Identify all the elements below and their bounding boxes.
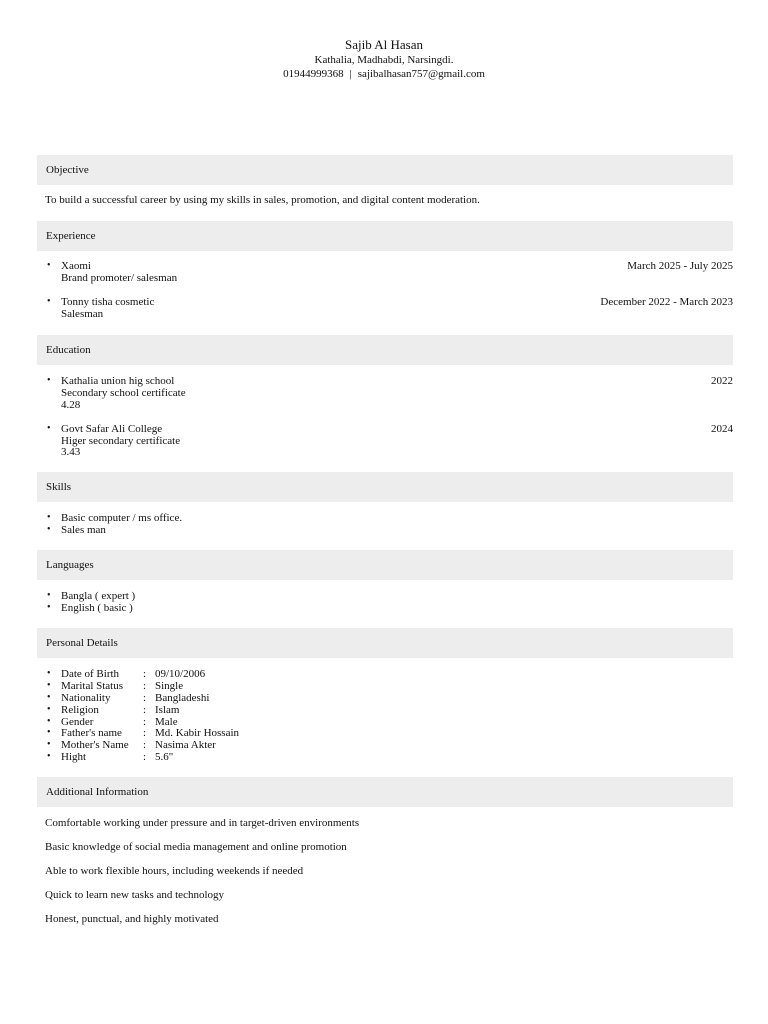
language-item: • Bangla ( expert ) bbox=[45, 591, 733, 603]
detail-colon: : bbox=[143, 703, 147, 716]
detail-value: Nasima Akter bbox=[155, 739, 216, 752]
skill-item: • Sales man bbox=[45, 525, 733, 537]
section-header-objective: Objective bbox=[37, 155, 733, 185]
detail-value: Male bbox=[155, 715, 178, 728]
phone-number: 01944999368 bbox=[283, 67, 344, 80]
languages-list bbox=[45, 591, 733, 615]
section-header-education: Education bbox=[37, 335, 733, 365]
section-header-personal-details: Personal Details bbox=[37, 628, 733, 658]
detail-value: Single bbox=[155, 679, 184, 692]
personal-detail-row bbox=[45, 669, 733, 681]
job-role: Salesman bbox=[61, 307, 104, 320]
detail-label: • Date of Birth bbox=[61, 668, 120, 680]
detail-label: • Hight bbox=[61, 751, 87, 764]
detail-label: • Mother's Name bbox=[61, 739, 129, 752]
additional-info-item: Honest, punctual, and highly motivated bbox=[45, 912, 219, 925]
gpa-result: 4.28 bbox=[61, 398, 81, 411]
education-list bbox=[45, 376, 733, 471]
detail-colon: : bbox=[143, 715, 147, 728]
company-name: • Tonny tisha cosmetic bbox=[61, 295, 155, 308]
detail-value: Md. Kabir Hossain bbox=[155, 727, 240, 740]
degree-name: Secondary school certificate bbox=[61, 386, 186, 399]
personal-detail-row bbox=[45, 717, 733, 729]
detail-label: • Father's name bbox=[61, 727, 122, 740]
detail-label: • Nationality bbox=[61, 691, 111, 704]
personal-detail-row bbox=[45, 681, 733, 693]
additional-info-list bbox=[45, 818, 733, 937]
personal-detail-row bbox=[45, 705, 733, 717]
additional-info-item: Quick to learn new tasks and technology bbox=[45, 888, 225, 901]
candidate-name: Sajib Al Hasan bbox=[345, 37, 423, 52]
experience-item bbox=[45, 261, 733, 285]
detail-label: • Gender bbox=[61, 715, 94, 728]
experience-item bbox=[45, 297, 733, 321]
address: Kathalia, Madhabdi, Narsingdi. bbox=[314, 54, 454, 67]
additional-info-item: Basic knowledge of social media management and online promotion bbox=[45, 840, 347, 853]
gpa-result: 3.43 bbox=[61, 446, 81, 459]
personal-detail-row bbox=[45, 752, 733, 764]
resume-header bbox=[0, 38, 768, 81]
section-header-additional-information: Additional Information bbox=[37, 777, 733, 807]
personal-details-list bbox=[45, 669, 733, 764]
objective-text: To build a successful career by using my skills in sales, promotion, and digital content moderation. bbox=[45, 194, 480, 206]
detail-colon: : bbox=[143, 727, 147, 740]
company-name: • Xaomi bbox=[61, 260, 91, 272]
detail-colon: : bbox=[143, 668, 147, 680]
section-header-languages: Languages bbox=[37, 550, 733, 580]
detail-value: 5.6" bbox=[155, 751, 174, 764]
contact-separator: | bbox=[349, 67, 352, 80]
email-address: sajibalhasan757@gmail.com bbox=[357, 67, 485, 80]
experience-list bbox=[45, 261, 733, 333]
detail-label: • Marital Status bbox=[61, 679, 124, 692]
employment-dates: December 2022 - March 2023 bbox=[600, 295, 733, 308]
graduation-year: 2024 bbox=[711, 422, 733, 435]
degree-name: Higer secondary certificate bbox=[61, 434, 181, 447]
detail-label: • Religion bbox=[61, 703, 99, 716]
employment-dates: March 2025 - July 2025 bbox=[627, 260, 733, 272]
education-item bbox=[45, 376, 733, 412]
institution-name: • Kathalia union hig school bbox=[61, 375, 175, 387]
detail-value: Bangladeshi bbox=[155, 691, 210, 704]
skills-list bbox=[45, 513, 733, 537]
skill-item: • Basic computer / ms office. bbox=[45, 513, 733, 525]
job-role: Brand promoter/ salesman bbox=[61, 271, 178, 284]
language-item: • English ( basic ) bbox=[45, 603, 733, 615]
additional-info-item: Able to work flexible hours, including weekends if needed bbox=[45, 864, 304, 877]
detail-value: 09/10/2006 bbox=[155, 668, 206, 680]
personal-detail-row bbox=[45, 728, 733, 740]
personal-detail-row bbox=[45, 693, 733, 705]
graduation-year: 2022 bbox=[711, 375, 733, 387]
section-header-experience: Experience bbox=[37, 221, 733, 251]
additional-info-item: Comfortable working under pressure and in target-driven environments bbox=[45, 817, 360, 829]
detail-colon: : bbox=[143, 691, 147, 704]
personal-detail-row bbox=[45, 740, 733, 752]
institution-name: • Govt Safar Ali College bbox=[61, 422, 163, 435]
detail-colon: : bbox=[143, 739, 147, 752]
detail-colon: : bbox=[143, 679, 147, 692]
detail-colon: : bbox=[143, 751, 147, 764]
section-header-skills: Skills bbox=[37, 472, 733, 502]
education-item bbox=[45, 424, 733, 460]
contact-line bbox=[0, 69, 768, 81]
detail-value: Islam bbox=[155, 703, 180, 716]
